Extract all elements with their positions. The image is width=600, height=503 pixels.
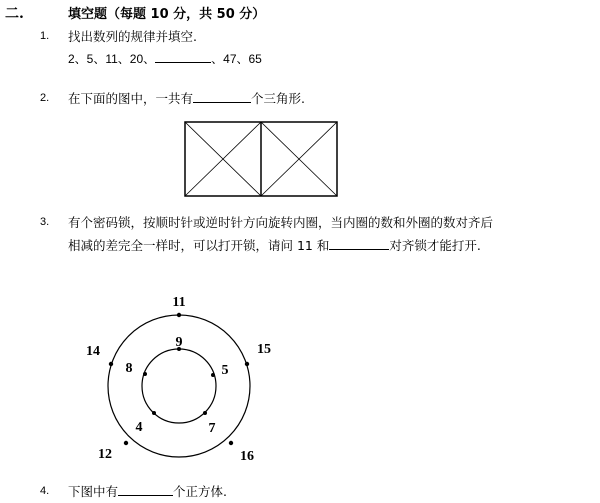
outer-number-left: 14 <box>86 344 100 359</box>
question-3-number: 3. <box>40 216 50 228</box>
question-2-text-after: 个三角形. <box>251 91 305 106</box>
outer-dot <box>229 441 233 445</box>
outer-dot <box>245 362 249 366</box>
sequence-before: 2、5、11、20、 <box>68 52 156 66</box>
outer-dot <box>109 362 113 366</box>
inner-number-bottom-left: 4 <box>135 420 143 435</box>
question-3-line2-before: 相减的差完全一样时，可以打开锁，请问 11 和 <box>68 238 330 253</box>
question-2-number: 2. <box>40 92 50 104</box>
inner-number-bottom-right: 7 <box>208 421 216 436</box>
inner-dot <box>152 411 156 415</box>
section-title: 填空题（每题 10 分，共 50 分） <box>68 7 266 22</box>
question-1-text: 找出数列的规律并填空. <box>68 29 197 44</box>
question-4-text-before: 下图中有 <box>68 484 119 499</box>
question-1-number: 1. <box>40 30 50 42</box>
answer-blank-3[interactable] <box>329 237 389 250</box>
inner-dot <box>203 411 207 415</box>
question-2-text <box>68 89 305 107</box>
answer-blank-2[interactable] <box>193 90 251 103</box>
sequence-after: 、47、65 <box>211 52 262 66</box>
outer-dot <box>124 441 128 445</box>
answer-blank-4[interactable] <box>118 483 173 496</box>
triangle-figure <box>183 120 339 198</box>
question-2-text-before: 在下面的图中，一共有 <box>68 91 194 106</box>
question-4-text-after: 个正方体. <box>173 484 227 499</box>
inner-number-top: 9 <box>175 335 183 350</box>
inner-dot <box>143 372 147 376</box>
inner-number-right: 5 <box>221 363 229 378</box>
inner-number-left: 8 <box>125 361 133 376</box>
question-4-number: 4. <box>40 485 50 497</box>
outer-number-right: 15 <box>257 342 271 357</box>
question-4-text <box>68 482 227 500</box>
outer-number-top: 11 <box>172 295 186 310</box>
question-3-line2 <box>68 236 481 254</box>
inner-dot <box>211 373 215 377</box>
answer-blank-1[interactable] <box>155 50 211 63</box>
outer-number-bottom-left: 12 <box>98 447 112 462</box>
outer-dot <box>177 313 181 317</box>
question-3-line1: 有个密码锁，按顺时针或逆时针方向旋转内圈，当内圈的数和外圈的数对齐后 <box>68 215 494 230</box>
section-number: 二. <box>5 6 24 22</box>
question-3-line2-after: 对齐锁才能打开. <box>389 238 481 253</box>
question-1-sequence <box>68 50 262 67</box>
lock-diagram <box>70 285 290 470</box>
outer-number-bottom-right: 16 <box>240 449 254 464</box>
